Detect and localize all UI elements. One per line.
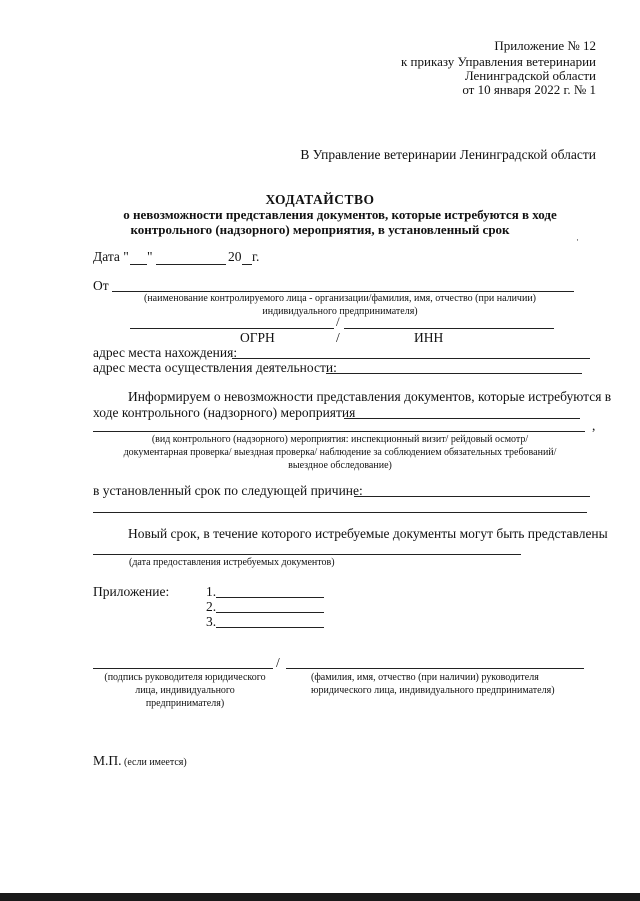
attachment-field-3[interactable]	[216, 627, 324, 628]
signature-note-line-3: предпринимателя)	[145, 698, 225, 709]
ogrn-inn-slash: /	[336, 330, 340, 345]
signature-field[interactable]	[93, 668, 273, 669]
name-note-line-1: (фамилия, имя, отчество (при наличии) руководителя	[311, 672, 539, 683]
stamp-label: М.П.	[93, 753, 122, 768]
reason-field-1[interactable]	[354, 496, 590, 497]
ogrn-field[interactable]	[130, 328, 334, 329]
inn-label: ИНН	[414, 330, 444, 345]
address-activity-field[interactable]	[326, 373, 582, 374]
event-field-2[interactable]	[93, 431, 585, 432]
appendix-line-2: к приказу Управления ветеринарии	[400, 54, 596, 69]
new-term-text: Новый срок, в течение которого истребуемые документы могут быть представлены	[128, 526, 608, 541]
appendix-line-1: Приложение № 12	[494, 38, 596, 53]
event-note-line-2: документарная проверка/ выездная проверка/ наблюдение за соблюдением обязательных требований/	[123, 447, 557, 458]
attachment-item-2: 2.	[206, 599, 217, 614]
addressee: В Управление ветеринарии Ленинградской области	[300, 147, 596, 162]
date-mid-quote: "	[147, 249, 153, 264]
reason-field-2[interactable]	[93, 512, 587, 513]
inform-line-1: Информируем о невозможности представления документов, которые истребуются в	[128, 389, 612, 404]
attachment-field-2[interactable]	[216, 612, 324, 613]
address-location-label: адрес места нахождения:	[93, 345, 238, 360]
attachment-field-1[interactable]	[216, 597, 324, 598]
event-note-line-1: (вид контрольного (надзорного) мероприятия: инспекционный визит/ рейдовый осмотр/	[151, 434, 529, 445]
appendix-line-4: от 10 января 2022 г. № 1	[462, 82, 596, 97]
new-term-note: (дата предоставления истребуемых документов)	[129, 557, 335, 568]
date-prefix: Дата "	[93, 249, 129, 264]
inform-comma: ,	[592, 418, 596, 433]
date-month-field[interactable]	[156, 264, 226, 265]
signature-slash: /	[276, 655, 280, 670]
inform-line-2: ходе контрольного (надзорного) мероприятия	[93, 405, 356, 420]
reason-label: в установленный срок по следующей причине:	[93, 483, 363, 498]
inn-field[interactable]	[344, 328, 554, 329]
document-title: ХОДАТАЙСТВО	[265, 192, 375, 207]
ogrn-label: ОГРН	[240, 330, 275, 345]
event-field-1[interactable]	[344, 418, 580, 419]
attachment-item-1: 1.	[206, 584, 217, 599]
date-suffix: г.	[252, 249, 260, 264]
appendix-line-3: Ленинградской области	[464, 68, 596, 83]
date-day-field[interactable]	[130, 264, 147, 265]
attachment-item-3: 3.	[206, 614, 217, 629]
name-note-line-2: юридического лица, индивидуального предпринимателя)	[311, 685, 555, 696]
address-activity-label: адрес места осуществления деятельности:	[93, 360, 337, 375]
signature-note-line-2: лица, индивидуального	[135, 685, 235, 696]
stamp-line	[93, 752, 187, 770]
document-subtitle-line-1: о невозможности представления документов, которые истребуются в ходе	[123, 207, 557, 222]
attachment-label: Приложение:	[93, 584, 170, 599]
ogrn-inn-slash-top: /	[336, 314, 340, 329]
full-name-field[interactable]	[286, 668, 584, 669]
document-subtitle-line-2: контрольного (надзорного) мероприятия, в установленный срок	[130, 222, 510, 237]
stamp-note: (если имеется)	[121, 757, 187, 768]
date-year: 20	[228, 249, 242, 264]
date-year-field[interactable]	[242, 264, 252, 265]
scan-bottom-edge	[0, 893, 640, 901]
address-location-field[interactable]	[232, 358, 590, 359]
from-note-line-2: индивидуального предпринимателя)	[262, 306, 418, 317]
from-note-line-1: (наименование контролируемого лица - организации/фамилия, имя, отчество (при наличии)	[144, 293, 536, 304]
page-dot: ·	[576, 235, 579, 245]
from-label: От	[93, 278, 109, 293]
new-term-field[interactable]	[93, 554, 521, 555]
event-note-line-3: выездное обследование)	[288, 460, 392, 471]
signature-note-line-1: (подпись руководителя юридического	[104, 672, 266, 683]
